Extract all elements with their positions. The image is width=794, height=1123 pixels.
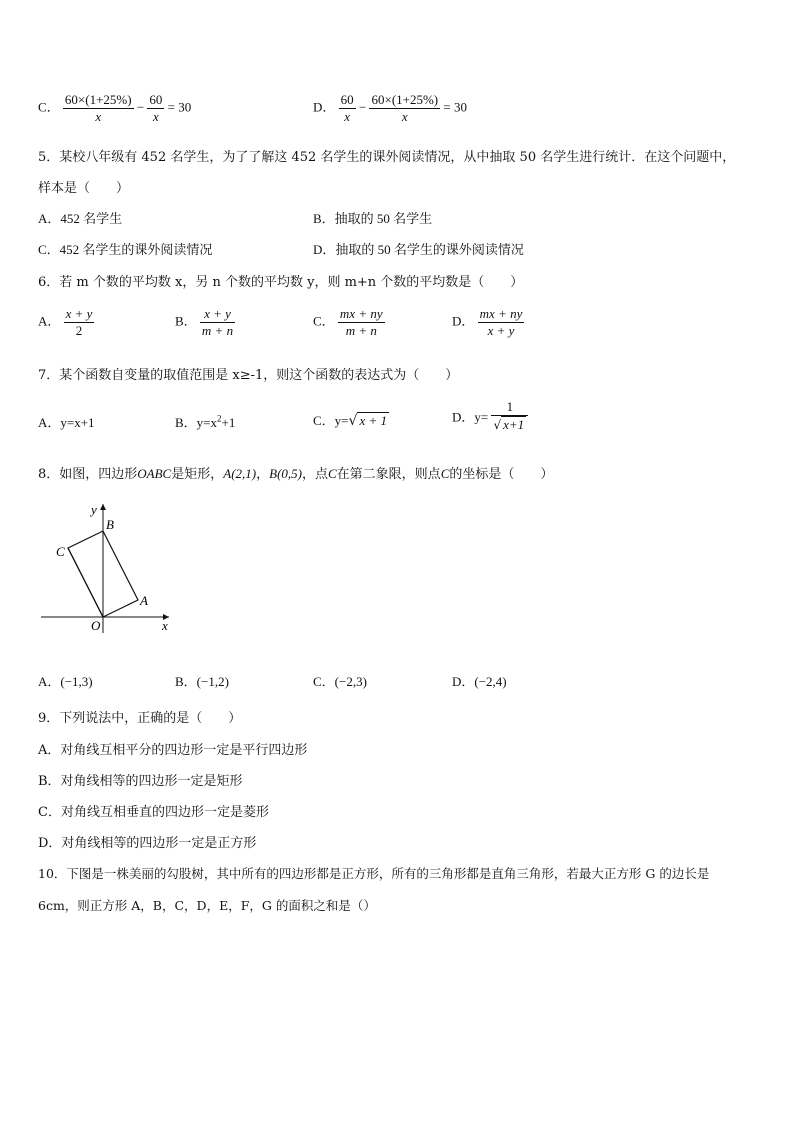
sqrt-sign-icon: √ bbox=[493, 418, 502, 432]
q6-option-b bbox=[175, 306, 235, 339]
q8-stem: 8．如图，四边形OABC是矩形，A(2,1)，B(0,5)，点C在第二象限，则点C的坐标是（ ） bbox=[38, 466, 554, 482]
fraction: $\frac{mx + ny}{x + y}$ bbox=[479, 306, 523, 338]
fraction: $\frac{mx + ny}{m + n}$ bbox=[339, 306, 383, 338]
option-label: C． bbox=[38, 99, 60, 115]
q5-stem-line2: 样本是（ ） bbox=[38, 181, 130, 196]
q5-option-a: A．452 名学生 bbox=[38, 211, 123, 226]
fraction: $\frac{60\times(1+25\%)}{x}$ bbox=[64, 92, 132, 124]
q5-option-c: C．452 名学生的课外阅读情况 bbox=[38, 242, 213, 257]
q6-option-d bbox=[452, 306, 524, 339]
q7-option-b: B．$y=x^2+1$ bbox=[175, 413, 236, 430]
q9-option-c: C．对角线互相垂直的四边形一定是菱形 bbox=[38, 805, 269, 820]
q9-option-d: D．对角线相等的四边形一定是正方形 bbox=[38, 836, 257, 851]
q10-stem-line1: 10．下图是一株美丽的勾股树，其中所有的四边形都是正方形，所有的三角形都是直角三角形，若最大正方形 G 的边长是 bbox=[38, 866, 710, 881]
y-axis-label: y bbox=[91, 502, 97, 517]
point-c-label: C bbox=[56, 544, 65, 559]
q8-option-b: B．(−1,2) bbox=[175, 674, 229, 689]
fraction: $\frac{1}{√ x+1}$ bbox=[491, 399, 528, 433]
point-a-label: A bbox=[140, 593, 148, 608]
q5-stem-line1: 5．某校八年级有 452 名学生，为了了解这 452 名学生的课外阅读情况，从中抽取 50 名学生进行统计．在这个问题中， bbox=[38, 150, 736, 165]
q9-option-a: A．对角线互相平分的四边形一定是平行四边形 bbox=[38, 743, 308, 758]
q7-stem: 7．某个函数自变量的取值范围是 x≥-1，则这个函数的表达式为（ ） bbox=[38, 368, 459, 383]
q8-option-c: C．(−2,3) bbox=[313, 674, 367, 689]
q7-option-a: A．y=x+1 bbox=[38, 415, 95, 430]
q9-option-b: B．对角线相等的四边形一定是矩形 bbox=[38, 774, 243, 789]
point-b-label: B bbox=[106, 517, 114, 532]
fraction: $\frac{60}{x}$ bbox=[149, 92, 163, 124]
q5-option-d: D．抽取的 50 名学生的课外阅读情况 bbox=[313, 242, 524, 257]
q6-stem: 6．若 m 个数的平均数 x，另 n 个数的平均数 y，则 m+n 个数的平均数是（ ） bbox=[38, 275, 524, 290]
q10-stem-line2: 6cm，则正方形 A，B，C，D，E，F，G 的面积之和是（） bbox=[38, 898, 376, 913]
q7-option-c: C．y=√ x + 1 bbox=[313, 413, 387, 429]
option-label: D． bbox=[313, 99, 336, 115]
q4-option-c: C． $\frac{60\times(1+25\%)}{x}$ − $\frac{60}{x}$ = 30 bbox=[38, 92, 192, 124]
q6-option-c bbox=[313, 306, 385, 339]
option-label: D． bbox=[452, 313, 475, 329]
side-oc bbox=[68, 548, 103, 617]
fraction: $\frac{x + y}{m + n}$ bbox=[201, 306, 234, 338]
fraction: $\frac{60\times(1+25\%)}{x}$ bbox=[371, 92, 439, 124]
q6-option-a bbox=[38, 306, 94, 339]
sqrt-sign-icon: √ bbox=[348, 413, 358, 429]
q7-option-d: D．y= $\frac{1}{√ x+1}$ bbox=[452, 399, 528, 433]
option-label: A． bbox=[38, 313, 61, 329]
q8-option-d: D．(−2,4) bbox=[452, 674, 507, 689]
q4-option-d: D． $\frac{60}{x}$ − $\frac{60\times(1+25\%)}{x}$ = 30 bbox=[313, 92, 467, 124]
fraction: $\frac{x + y}{2}$ bbox=[65, 306, 93, 338]
fraction: $\frac{60}{x}$ bbox=[340, 92, 354, 124]
option-label: B． bbox=[175, 313, 197, 329]
rectangle-coordinate-figure bbox=[36, 498, 186, 638]
point-o-label: O bbox=[91, 618, 101, 633]
q8-option-a: A．(−1,3) bbox=[38, 674, 93, 689]
q5-option-b: B．抽取的 50 名学生 bbox=[313, 211, 433, 226]
q9-stem: 9．下列说法中，正确的是（ ） bbox=[38, 711, 242, 726]
option-label: C． bbox=[313, 313, 335, 329]
x-axis-label: x bbox=[162, 618, 168, 633]
